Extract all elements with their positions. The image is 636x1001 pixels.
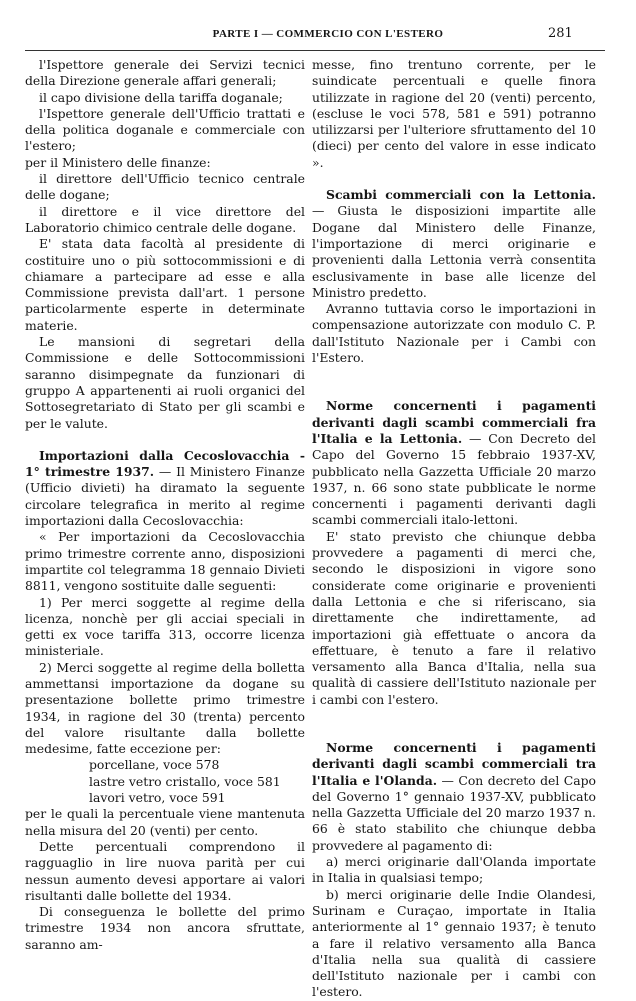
paragraph-text: l'Ispettore generale dei Servizi tecnici della Direzione generale affari generali; bbox=[25, 57, 305, 89]
paragraph-text: messe, fino trentuno corrente, per le suindicate percentuali e quelle finora utilizzate in ragione del 20 (venti) percento, (escluse le voci 578, 581 e 591) potranno utilizzarsi per l'ulteriore sfruttamento del 10 (dieci) per cento del valore in esse indicato ». bbox=[312, 57, 596, 170]
paragraph bbox=[25, 660, 305, 758]
paragraph bbox=[312, 529, 596, 708]
paragraph-text: — Il Ministero Finanze (Ufficio divieti) ha diramato la seguente circolare telegrafica in merito al regime importazioni dalla Cecoslovacchia: bbox=[25, 464, 305, 529]
section-heading: Scambi commerciali con la Lettonia. bbox=[326, 187, 596, 203]
paragraph bbox=[25, 171, 305, 204]
paragraph-text: Avranno tuttavia corso le importazioni in compensazione autorizzate con modulo C. P. dall'Istituto Nazionale per i Cambi con l'Estero. bbox=[312, 301, 596, 366]
list-item: porcellane, voce 578 bbox=[89, 757, 220, 773]
paragraph-text: E' stato previsto che chiunque debba provvedere a pagamenti di merci che, secondo le disposizioni in vigore sono considerate come originarie e provenienti dalla Lettonia e che si riferiscano, sia direttamente che indirettamente, ad importazioni già effettuate o ancora da effettuare, è tenuto a fare il relativo versamento alla Banca d'Italia, nella sua qualità di cassiere dell'Istituto nazionale per i cambi con l'estero. bbox=[312, 528, 596, 707]
paragraph bbox=[25, 595, 305, 660]
paragraph-text: — Con decreto del Capo del Governo 1° gennaio 1937-XV, pubblicato nella Gazzetta Ufficiale del 20 marzo 1937 n. 66 è stato stabilito che chiunque debba provvedere al pagamento di: bbox=[312, 772, 597, 853]
paragraph bbox=[25, 155, 305, 171]
paragraph-spacer bbox=[25, 432, 305, 448]
section-paragraph bbox=[312, 398, 596, 528]
paragraph-text: Di conseguenza le bollette del primo trimestre 1934 non ancora sfruttate, saranno am- bbox=[25, 904, 305, 952]
paragraph bbox=[312, 854, 596, 887]
paragraph-text: a) merci originarie dall'Olanda importate in Italia in qualsiasi tempo; bbox=[312, 854, 596, 886]
paragraph-text: 1) Per merci soggette al regime della licenza, nonchè per gli acciai speciali in getti ex voce tariffa 313, occorre licenza ministeriale. bbox=[25, 594, 305, 659]
paragraph-text: — Giusta le disposizioni impartite alle Dogane dal Ministero delle Finanze, l'importazione di merci originarie e provenienti dalla Lettonia verrà consentita esclusivamente in base alle licenze del Ministro predetto. bbox=[312, 203, 596, 300]
paragraph-text: per il Ministero delle finanze: bbox=[25, 154, 211, 170]
section-paragraph bbox=[312, 187, 596, 301]
paragraph-text: b) merci originarie delle Indie Olandesi, Surinam e Curaçao, importate in Italia anteriormente al 1° gennaio 1937; è tenuto a fare il relativo versamento alla Banca d'Italia nella sua qualità di cassiere dell'Istituto nazionale per i cambi con l'estero. bbox=[312, 886, 596, 1000]
paragraph-text: E' stata data facoltà al presidente di costituire uno o più sottocommissioni e di chiamare a partecipare ad esse e alla Commissione prevista dall'art. 1 persone particolarmente esperte in determinate materie. bbox=[25, 236, 305, 333]
list-item: lavori vetro, voce 591 bbox=[89, 790, 226, 806]
right-column bbox=[312, 57, 596, 1001]
paragraph bbox=[25, 236, 305, 334]
item-list bbox=[25, 757, 305, 806]
paragraph-spacer bbox=[312, 724, 596, 740]
page-header bbox=[0, 28, 636, 50]
paragraph bbox=[25, 806, 305, 839]
left-column bbox=[25, 57, 305, 953]
paragraph-text: il direttore e il vice direttore del Laboratorio chimico centrale delle dogane. bbox=[25, 203, 305, 235]
section-heading: Importazioni dalla Cecoslovacchia - 1° trimestre 1937. bbox=[25, 447, 305, 480]
paragraph bbox=[25, 839, 305, 904]
paragraph bbox=[25, 57, 305, 90]
paragraph bbox=[25, 904, 305, 953]
paragraph bbox=[25, 106, 305, 155]
paragraph-text: il capo divisione della tariffa doganale; bbox=[39, 89, 283, 105]
paragraph bbox=[25, 90, 305, 106]
paragraph-text: l'Ispettore generale dell'Ufficio trattati e della politica doganale e commerciale con l'estero; bbox=[25, 105, 305, 154]
paragraph-text: Dette percentuali comprendono il ragguaglio in lire nuova parità per cui nessun aumento devesi apportare ai valori risultanti dalle bollette del 1934. bbox=[25, 838, 305, 903]
paragraph bbox=[25, 204, 305, 237]
paragraph bbox=[312, 301, 596, 366]
running-title: PARTE I — COMMERCIO CON L'ESTERO bbox=[212, 28, 444, 40]
paragraph-text: — Con Decreto del Capo del Governo 15 febbraio 1937-XV, pubblicato nella Gazzetta Ufficiale 20 marzo 1937, n. 66 sono state pubblicate le norme concernenti i pagamenti derivanti dagli scambi commerciali italo-lettoni. bbox=[312, 430, 596, 528]
section-paragraph bbox=[312, 740, 596, 854]
header-rule bbox=[25, 50, 605, 51]
section-heading: Norme concernenti i pagamenti derivanti dagli scambi commerciali fra l'Italia e la Lettonia. bbox=[312, 398, 596, 446]
section-heading: Norme concernenti i pagamenti derivanti dagli scambi commerciali tra l'Italia e l'Olanda. bbox=[312, 739, 596, 788]
paragraph-text: il direttore dell'Ufficio tecnico centrale delle dogane; bbox=[25, 171, 305, 203]
paragraph-text: « Per importazioni da Cecoslovacchia primo trimestre corrente anno, disposizioni impartite col telegramma 18 gennaio Divieti 8811, vengono sostituite dalle seguenti: bbox=[25, 529, 305, 594]
paragraph bbox=[25, 334, 305, 432]
paragraph-text: 2) Merci soggette al regime della bolletta ammettansi importazione da dogane su presentazione bollette primo trimestre 1934, in ragione del 30 (trenta) percento del valore risultante dalla bollette medesime, fatte eccezione per: bbox=[25, 659, 305, 757]
paragraph-spacer bbox=[312, 366, 596, 382]
section-paragraph bbox=[25, 448, 305, 529]
paragraph-spacer bbox=[312, 708, 596, 724]
paragraph bbox=[25, 529, 305, 594]
page-number: 281 bbox=[548, 26, 573, 41]
paragraph-text: Le mansioni di segretari della Commissione e delle Sottocommissioni saranno disimpegnate da funzionari di gruppo A appartenenti ai ruoli organici del Sottosegretariato di Stato per gli scambi e per le valute. bbox=[25, 334, 305, 431]
paragraph-spacer bbox=[312, 382, 596, 398]
paragraph bbox=[312, 57, 596, 171]
paragraph-text: per le quali la percentuale viene mantenuta nella misura del 20 (venti) per cento. bbox=[25, 806, 305, 838]
paragraph-spacer bbox=[312, 171, 596, 187]
list-item: lastre vetro cristallo, voce 581 bbox=[89, 773, 281, 789]
paragraph bbox=[312, 887, 596, 1001]
